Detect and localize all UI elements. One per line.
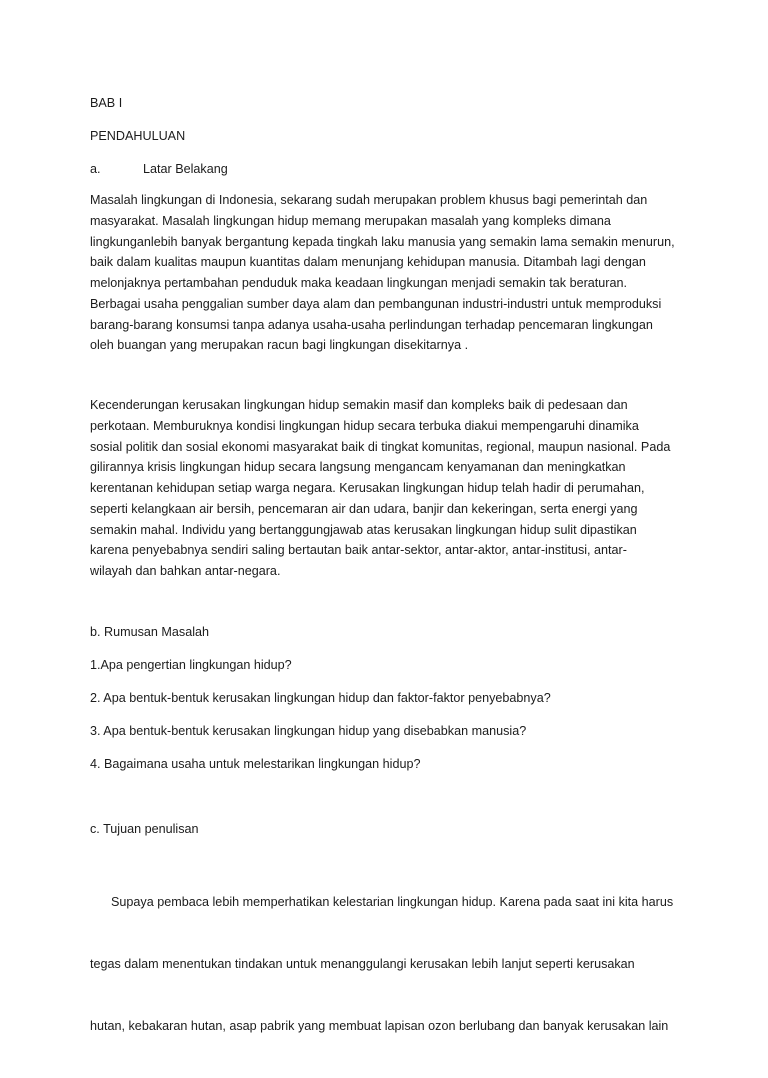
- paragraph-damage-trend: [90, 395, 670, 582]
- question-item: 2. Apa bentuk-bentuk kerusakan lingkungan hidup dan faktor-faktor penyebabnya?: [90, 691, 551, 705]
- paragraph-line: Kecenderungan kerusakan lingkungan hidup semakin masif dan kompleks baik di pedesaan dan: [90, 398, 628, 412]
- paragraph-line: oleh buangan yang merupakan racun bagi lingkungan disekitarnya .: [90, 338, 469, 353]
- paragraph-background: [90, 190, 675, 356]
- section-c-title: c. Tujuan penulisan: [90, 822, 199, 836]
- paragraph-line: kerentanan kehidupan setiap warga negara. Kerusakan lingkungan hidup telah hadir di perumahan,: [90, 481, 645, 495]
- paragraph-line: Supaya pembaca lebih memperhatikan kelestarian lingkungan hidup. Karena pada saat ini kita harus: [90, 894, 674, 909]
- paragraph-line: perkotaan. Memburuknya kondisi lingkungan hidup secara terbuka diakui mempengaruhi dinamika: [90, 418, 639, 433]
- paragraph-purpose: [90, 850, 674, 1078]
- paragraph-line: sosial politik dan sosial ekonomi masyarakat baik di tingkat komunitas, regional, maupun nasional. Pada: [90, 439, 671, 454]
- paragraph-line: karena penyebabnya sendiri saling bertautan baik antar-sektor, antar-aktor, antar-institusi, antar-: [90, 543, 627, 558]
- question-item: 1.Apa pengertian lingkungan hidup?: [90, 658, 292, 672]
- paragraph-line: baik dalam kualitas maupun kuantitas dalam menunjang kehidupan manusia. Ditambah lagi dengan: [90, 255, 646, 270]
- paragraph-line: Berbagai usaha penggalian sumber daya alam dan pembangunan industri-industri untuk memproduksi: [90, 296, 662, 311]
- section-b-title: b. Rumusan Masalah: [90, 625, 210, 639]
- paragraph-line: barang-barang konsumsi tanpa adanya usaha-usaha perlindungan terhadap pencemaran lingkungan: [90, 317, 653, 332]
- chapter-title: PENDAHULUAN: [90, 129, 186, 143]
- paragraph-line: hutan, kebakaran hutan, asap pabrik yang membuat lapisan ozon berlubang dan banyak kerusakan lain: [90, 1019, 669, 1033]
- paragraph-line: seperti kelangkaan air bersih, pencemaran air dan udara, banjir dan kekeringan, serta energi yang: [90, 501, 638, 516]
- paragraph-line: Masalah lingkungan di Indonesia, sekarang sudah merupakan problem khusus bagi pemerintah dan: [90, 193, 648, 207]
- section-a-title: Latar Belakang: [143, 162, 228, 176]
- chapter-label: BAB I: [90, 96, 123, 110]
- paragraph-line: melonjaknya pertambahan penduduk maka keadaan lingkungan menjadi semakin tak beraturan.: [90, 276, 627, 290]
- paragraph-line: semakin mahal. Individu yang bertanggungjawab atas kerusakan lingkungan hidup sulit dipastikan: [90, 522, 637, 537]
- paragraph-line: tegas dalam menentukan tindakan untuk menanggulangi kerusakan lebih lanjut seperti kerusakan: [90, 956, 635, 971]
- question-item: 3. Apa bentuk-bentuk kerusakan lingkungan hidup yang disebabkan manusia?: [90, 724, 527, 738]
- paragraph-line: wilayah dan bahkan antar-negara.: [90, 564, 281, 578]
- question-item: 4. Bagaimana usaha untuk melestarikan lingkungan hidup?: [90, 757, 421, 771]
- paragraph-line: masyarakat. Masalah lingkungan hidup memang merupakan masalah yang kompleks dimana: [90, 213, 611, 228]
- paragraph-line: lingkunganlebih banyak bergantung kepada tingkah laku manusia yang semakin lama semakin menurun,: [90, 234, 675, 249]
- section-a-marker: a.: [90, 162, 101, 176]
- paragraph-line: gilirannya krisis lingkungan hidup secara langsung mengancam kenyamanan dan meningkatkan: [90, 460, 626, 475]
